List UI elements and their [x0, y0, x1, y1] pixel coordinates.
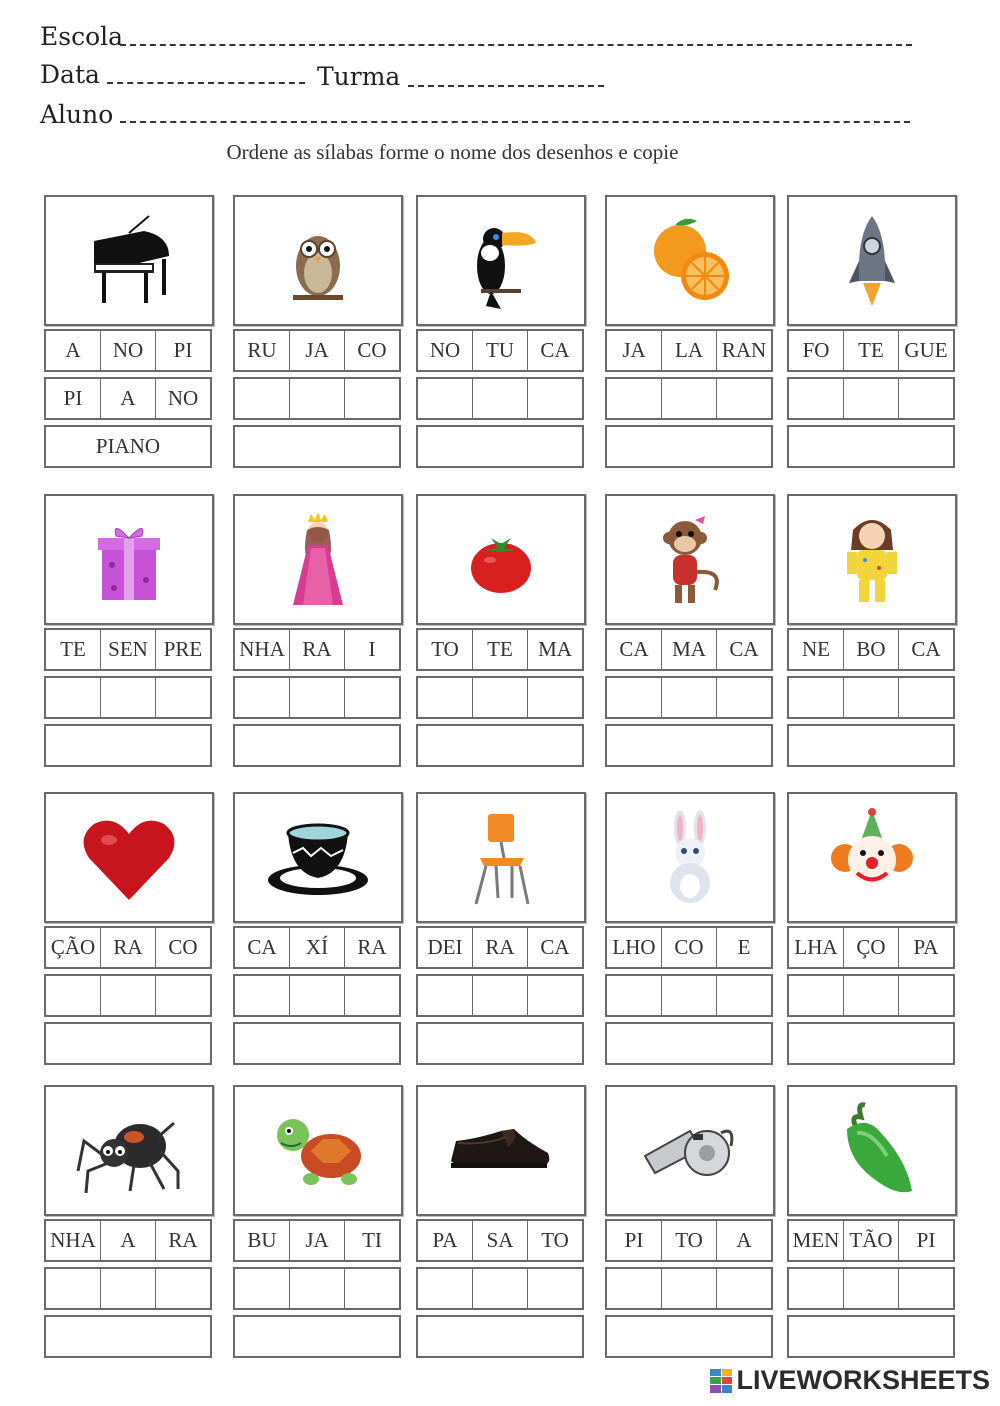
syllable-cell: GUE — [904, 338, 948, 362]
syllable-row — [233, 1219, 401, 1262]
syllable-row — [787, 1219, 955, 1262]
ordered-syllable-input[interactable] — [101, 1269, 156, 1308]
tomato-image — [416, 494, 586, 625]
ordered-syllable-input[interactable] — [607, 379, 662, 418]
syllable-cell: RA — [290, 630, 345, 669]
ordered-syllable-input[interactable] — [662, 379, 717, 418]
syllable-cell: NO — [101, 331, 156, 370]
syllable-cell: CA — [729, 637, 759, 661]
syllable-cell: JA — [290, 331, 345, 370]
word-card — [233, 494, 403, 768]
syllable-cell: CA — [235, 928, 290, 967]
syllable-cell: TÃO — [844, 1221, 899, 1260]
word-card — [787, 1085, 957, 1359]
aluno-label: Aluno — [40, 100, 114, 129]
clown-image — [787, 792, 957, 923]
ordered-syllable-input[interactable] — [789, 1269, 844, 1308]
syllable-cell: RA — [101, 928, 156, 967]
ordered-syllable-row — [605, 676, 773, 719]
ordered-syllable-input[interactable] — [418, 1269, 473, 1308]
liveworksheets-logo — [710, 1365, 990, 1396]
ordered-syllable-input[interactable] — [789, 976, 844, 1015]
word-card — [44, 1085, 214, 1359]
syllable-cell: RA — [473, 928, 528, 967]
ordered-syllable-row — [416, 676, 584, 719]
ordered-syllable-input[interactable] — [345, 1269, 399, 1308]
ordered-syllable-input[interactable] — [662, 678, 717, 717]
syllable-cell: LHO — [607, 928, 662, 967]
word-card — [605, 792, 775, 1066]
syllable-row — [605, 926, 773, 969]
syllable-cell: I — [368, 637, 376, 661]
ordered-syllable-row — [44, 377, 212, 420]
syllable-cell: PI — [916, 1228, 936, 1252]
ordered-syllable-input[interactable] — [46, 678, 101, 717]
syllable-row — [605, 1219, 773, 1262]
syllable-row — [233, 329, 401, 372]
cup-image — [233, 792, 403, 923]
syllable-cell: TI — [362, 1228, 382, 1252]
word-answer-input[interactable] — [787, 1315, 955, 1358]
ordered-syllable-input[interactable] — [290, 1269, 345, 1308]
word-answer-input[interactable] — [787, 1022, 955, 1065]
word-answer-input[interactable] — [605, 724, 773, 767]
doll-image — [787, 494, 957, 625]
syllable-cell: CA — [911, 637, 941, 661]
syllable-cell: CA — [540, 935, 570, 959]
ordered-syllable-input[interactable] — [607, 976, 662, 1015]
syllable-cell: LHA — [789, 928, 844, 967]
syllable-cell: LA — [662, 331, 717, 370]
ordered-syllable-input[interactable] — [607, 1269, 662, 1308]
escola-label: Escola — [40, 22, 124, 51]
ordered-syllable-input[interactable] — [156, 678, 210, 717]
ordered-syllable-row — [44, 974, 212, 1017]
word-answer-input[interactable] — [605, 1315, 773, 1358]
ordered-syllable-row — [233, 1267, 401, 1310]
ordered-syllable-input[interactable] — [844, 976, 899, 1015]
data-label: Data — [40, 60, 100, 89]
word-answer-input[interactable] — [605, 425, 773, 468]
ordered-syllable-row — [787, 1267, 955, 1310]
data-line[interactable] — [107, 82, 305, 84]
syllable-row — [44, 1219, 212, 1262]
aluno-line[interactable] — [120, 121, 910, 123]
ordered-syllable-row — [44, 1267, 212, 1310]
ordered-syllable-input[interactable] — [899, 678, 953, 717]
chair-image — [416, 792, 586, 923]
syllable-cell: MA — [538, 637, 572, 661]
ordered-syllable-row — [605, 974, 773, 1017]
word-answer-input[interactable] — [416, 1315, 584, 1358]
orange-image — [605, 195, 775, 326]
syllable-cell: RU — [235, 331, 290, 370]
syllable-cell: NHA — [46, 1221, 101, 1260]
ordered-syllable-input[interactable] — [473, 1269, 528, 1308]
ordered-syllable-input[interactable] — [844, 379, 899, 418]
syllable-row — [44, 926, 212, 969]
syllable-cell: A — [101, 1221, 156, 1260]
heart-image — [44, 792, 214, 923]
word-answer-input[interactable]: PIANO — [44, 425, 212, 468]
ordered-syllable-input[interactable] — [717, 1269, 771, 1308]
word-card — [44, 195, 214, 469]
word-answer-input[interactable] — [787, 425, 955, 468]
ordered-syllable-input[interactable] — [844, 678, 899, 717]
rocket-image — [787, 195, 957, 326]
syllable-row — [787, 329, 955, 372]
word-card — [416, 494, 586, 768]
word-answer-input[interactable] — [233, 1022, 401, 1065]
syllable-cell: MEN — [789, 1221, 844, 1260]
ordered-syllable-input[interactable] — [473, 379, 528, 418]
ordered-syllable-input[interactable] — [46, 976, 101, 1015]
syllable-cell: PA — [418, 1221, 473, 1260]
ordered-syllable-row — [787, 676, 955, 719]
word-card — [605, 494, 775, 768]
syllable-cell: MA — [662, 630, 717, 669]
ordered-syllable-row — [416, 1267, 584, 1310]
syllable-cell: TE — [46, 630, 101, 669]
ordered-syllable-input[interactable] — [528, 1269, 582, 1308]
ordered-syllable-input[interactable] — [345, 379, 399, 418]
syllable-cell: TE — [844, 331, 899, 370]
whistle-image — [605, 1085, 775, 1216]
word-answer-input[interactable] — [233, 425, 401, 468]
syllable-row — [416, 628, 584, 671]
princess-image — [233, 494, 403, 625]
syllable-cell: TO — [662, 1221, 717, 1260]
syllable-row — [416, 1219, 584, 1262]
syllable-cell: E — [737, 935, 751, 959]
ordered-syllable-input[interactable] — [717, 976, 771, 1015]
ordered-syllable-input[interactable] — [662, 976, 717, 1015]
monkey-image — [605, 494, 775, 625]
ordered-syllable-input[interactable] — [717, 678, 771, 717]
syllable-cell: ÇÃO — [46, 928, 101, 967]
syllable-cell: NO — [418, 331, 473, 370]
ordered-syllable-row — [416, 377, 584, 420]
ordered-syllable-input[interactable] — [345, 678, 399, 717]
syllable-cell: NHA — [235, 630, 290, 669]
ordered-syllable-input[interactable] — [235, 678, 290, 717]
syllable-cell: TE — [473, 630, 528, 669]
word-answer-input[interactable] — [416, 425, 584, 468]
brand-text: LIVEWORKSHEETS — [736, 1365, 990, 1395]
syllable-cell: ÇO — [844, 928, 899, 967]
word-card — [44, 792, 214, 1066]
syllable-cell: TO — [418, 630, 473, 669]
ordered-syllable-row — [787, 377, 955, 420]
syllable-cell: CO — [168, 935, 198, 959]
ordered-syllable-input[interactable] — [473, 976, 528, 1015]
turma-line[interactable] — [408, 85, 604, 87]
word-card — [787, 195, 957, 469]
ordered-syllable-row — [233, 377, 401, 420]
ordered-syllable-input[interactable] — [345, 976, 399, 1015]
instruction: Ordene as sílabas forme o nome dos desenhos e copie — [226, 140, 679, 164]
rabbit-image — [605, 792, 775, 923]
syllable-cell: CA — [607, 630, 662, 669]
syllable-cell: PI — [173, 338, 193, 362]
syllable-cell: CA — [540, 338, 570, 362]
syllable-cell: JA — [607, 331, 662, 370]
syllable-cell: PA — [913, 935, 939, 959]
ordered-syllable-input[interactable] — [528, 678, 582, 717]
toucan-image — [416, 195, 586, 326]
syllable-row — [233, 926, 401, 969]
ordered-syllable-input[interactable]: PI — [46, 379, 101, 418]
ordered-syllable-input[interactable] — [899, 379, 953, 418]
ordered-syllable-input[interactable] — [789, 379, 844, 418]
ordered-syllable-input[interactable] — [46, 1269, 101, 1308]
syllable-cell: XÍ — [290, 928, 345, 967]
syllable-row — [605, 329, 773, 372]
ordered-syllable-input[interactable] — [717, 379, 771, 418]
syllable-row — [605, 628, 773, 671]
syllable-cell: DEI — [418, 928, 473, 967]
turma-label: Turma — [317, 62, 401, 91]
word-card — [416, 195, 586, 469]
ordered-syllable-input[interactable] — [528, 976, 582, 1015]
syllable-row — [44, 329, 212, 372]
pepper-image — [787, 1085, 957, 1216]
word-answer-input[interactable] — [44, 1022, 212, 1065]
word-answer-input[interactable] — [416, 1022, 584, 1065]
ordered-syllable-input[interactable] — [418, 379, 473, 418]
ordered-syllable-row — [416, 974, 584, 1017]
shoe-image — [416, 1085, 586, 1216]
ordered-syllable-input[interactable] — [101, 678, 156, 717]
word-answer-input[interactable] — [233, 1315, 401, 1358]
ordered-syllable-row — [605, 377, 773, 420]
ordered-syllable-row — [233, 676, 401, 719]
ordered-syllable-input[interactable] — [290, 976, 345, 1015]
syllable-row — [416, 329, 584, 372]
syllable-cell: TO — [541, 1228, 569, 1252]
syllable-row — [233, 628, 401, 671]
word-answer-input[interactable] — [233, 724, 401, 767]
syllable-cell: RA — [357, 935, 387, 959]
brand-icon — [710, 1369, 732, 1393]
syllable-cell: JA — [290, 1221, 345, 1260]
syllable-cell: PI — [607, 1221, 662, 1260]
ordered-syllable-input[interactable] — [899, 976, 953, 1015]
ordered-syllable-input[interactable] — [473, 678, 528, 717]
word-answer-input[interactable] — [787, 724, 955, 767]
ordered-syllable-input[interactable] — [290, 678, 345, 717]
syllable-cell: RA — [168, 1228, 198, 1252]
word-answer-input[interactable] — [44, 1315, 212, 1358]
ordered-syllable-input[interactable] — [607, 678, 662, 717]
ordered-syllable-input[interactable] — [789, 678, 844, 717]
turtle-image — [233, 1085, 403, 1216]
word-card — [233, 1085, 403, 1359]
syllable-cell: A — [46, 331, 101, 370]
ordered-syllable-input[interactable] — [899, 1269, 953, 1308]
word-card — [605, 195, 775, 469]
ordered-syllable-input[interactable] — [418, 678, 473, 717]
word-card — [787, 792, 957, 1066]
syllable-cell: NE — [789, 630, 844, 669]
syllable-cell: BU — [235, 1221, 290, 1260]
syllable-cell: CO — [662, 928, 717, 967]
syllable-row — [787, 628, 955, 671]
word-answer-input[interactable] — [44, 724, 212, 767]
syllable-cell: BO — [844, 630, 899, 669]
ordered-syllable-input[interactable] — [235, 976, 290, 1015]
owl-image — [233, 195, 403, 326]
syllable-cell: CO — [357, 338, 387, 362]
syllable-row — [787, 926, 955, 969]
ordered-syllable-row — [44, 676, 212, 719]
ordered-syllable-input[interactable] — [235, 1269, 290, 1308]
piano-image — [44, 195, 214, 326]
syllable-cell: RAN — [721, 338, 767, 362]
word-card — [233, 195, 403, 469]
ordered-syllable-input[interactable] — [662, 1269, 717, 1308]
ordered-syllable-input[interactable] — [528, 379, 582, 418]
ordered-syllable-input[interactable] — [156, 976, 210, 1015]
syllable-cell: FO — [789, 331, 844, 370]
spider-image — [44, 1085, 214, 1216]
ordered-syllable-row — [787, 974, 955, 1017]
syllable-cell: SA — [473, 1221, 528, 1260]
ordered-syllable-input[interactable] — [235, 379, 290, 418]
word-card — [416, 792, 586, 1066]
syllable-cell: SEN — [101, 630, 156, 669]
ordered-syllable-row — [605, 1267, 773, 1310]
word-card — [233, 792, 403, 1066]
escola-line[interactable] — [120, 44, 912, 46]
word-card — [787, 494, 957, 768]
syllable-row — [416, 926, 584, 969]
ordered-syllable-row — [233, 974, 401, 1017]
ordered-syllable-input[interactable] — [156, 1269, 210, 1308]
syllable-cell: A — [736, 1228, 752, 1252]
word-card — [416, 1085, 586, 1359]
word-card — [605, 1085, 775, 1359]
syllable-cell: TU — [473, 331, 528, 370]
word-answer-input[interactable] — [605, 1022, 773, 1065]
ordered-syllable-input[interactable] — [418, 976, 473, 1015]
syllable-row — [44, 628, 212, 671]
word-answer-input[interactable] — [416, 724, 584, 767]
ordered-syllable-input[interactable]: NO — [167, 386, 199, 410]
ordered-syllable-input[interactable]: A — [101, 379, 156, 418]
ordered-syllable-input[interactable] — [844, 1269, 899, 1308]
ordered-syllable-input[interactable] — [290, 379, 345, 418]
word-card — [44, 494, 214, 768]
ordered-syllable-input[interactable] — [101, 976, 156, 1015]
syllable-cell: PRE — [163, 637, 203, 661]
gift-image — [44, 494, 214, 625]
